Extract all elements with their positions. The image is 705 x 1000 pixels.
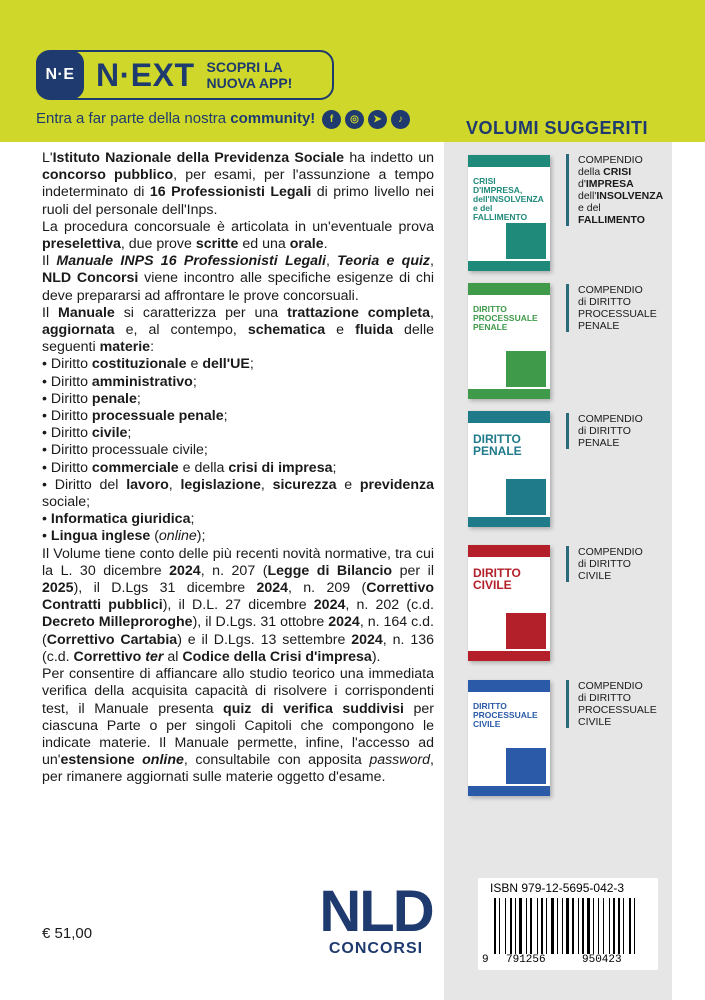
barcode-bar	[603, 898, 604, 954]
barcode-bar	[497, 898, 498, 954]
book-cover-penale[interactable]	[468, 411, 550, 527]
cover-header	[468, 283, 550, 295]
volume-label-penale[interactable]: COMPENDIO di DIRITTO PENALE	[566, 413, 666, 449]
community-text: Entra a far parte della nostra	[36, 110, 231, 127]
paragraph-quiz: Per consentire di affiancare allo studio teorico una immediata verifica della acquisita capacità di risolvere i corrispondenti test, il Manuale presenta quiz di verifica suddivisi per ciascuna Parte o per singoli Capitoli che compongono le indicate materie. Il Manuale permette, infine, l'accesso ad un'estensione online, consultabile con apposita password, per rimanere aggiornati sulle materie oggetto d'esame.	[42, 666, 434, 786]
paragraph-manual: Il Manuale INPS 16 Professionisti Legali, Teoria e quiz, NLD Concorsi viene incontro alle specifiche esigenze di chi deve prepararsi ad affrontare le prove concorsuali.	[42, 253, 434, 304]
volume-label-processuale-penale[interactable]: COMPENDIO di DIRITTO PROCESSUALE PENALE	[566, 284, 666, 332]
barcode-digit-first: 9	[482, 954, 489, 966]
barcode-bar	[625, 898, 628, 954]
cover-title: DIRITTO PROCESSUALE CIVILE	[473, 701, 538, 729]
cover-title: CRISI D'IMPRESA, dell'INSOLVENZA e del FALLIMENTO	[473, 176, 544, 222]
barcode-bar	[585, 898, 586, 954]
barcode-bar	[555, 898, 556, 954]
barcode-digits-right: 950423	[582, 954, 622, 966]
cover-header	[468, 411, 550, 423]
paragraph-exams: La procedura concorsuale è articolata in un'eventuale prova preselettiva, due prove scritte ed una orale.	[42, 218, 434, 253]
barcode-bar	[533, 898, 536, 954]
app-promo-text	[207, 59, 293, 91]
ne-logo: N·E	[36, 51, 84, 99]
book-cover-crisi-impresa[interactable]	[468, 155, 550, 271]
promo-line-2: NUOVA APP!	[206, 75, 293, 91]
barcode-bar	[618, 898, 620, 954]
cover-box	[506, 223, 546, 259]
barcode-bar	[611, 898, 612, 954]
community-invite	[36, 110, 315, 127]
paragraph-updates: Il Volume tiene conto delle più recenti novità normative, tra cui la L. 30 dicembre 2024, n. 207 (Legge di Bilancio per il 2025), il D.Lgs 31 dicembre 2024, n. 209 (Correttivo Contratti pubblici), il D.L. 27 dicembre 2024, n. 202 (c.d. Decreto Milleproroghe), il D.Lgs. 31 ottobre 2024, n. 164 c.d. (Correttivo Cartabia) e il D.Lgs. 13 settembre 2024, n. 136 (c.d. Correttivo ter al Codice della Crisi d'impresa).	[42, 545, 434, 665]
paragraph-features: Il Manuale si caratterizza per una trattazione completa, aggiornata e, al contempo, schematica e fluida delle seguenti materie:	[42, 304, 434, 356]
barcode-bar	[546, 898, 547, 954]
barcode-bar	[591, 898, 592, 954]
facebook-icon[interactable]: f	[322, 110, 341, 129]
barcode-bar	[634, 898, 635, 954]
cover-band	[468, 261, 550, 271]
price: € 51,00	[42, 925, 93, 942]
book-cover-civile[interactable]	[468, 545, 550, 661]
barcode-bar	[621, 898, 622, 954]
barcode-bar	[593, 898, 594, 954]
tiktok-icon[interactable]: ♪	[391, 110, 410, 129]
social-links	[322, 110, 410, 129]
barcode-bar	[613, 898, 615, 954]
cover-band	[468, 517, 550, 527]
barcode-bar	[582, 898, 584, 954]
barcode-bar	[510, 898, 512, 954]
barcode-bar	[570, 898, 571, 954]
barcode-bar	[600, 898, 602, 954]
volume-label-civile[interactable]: COMPENDIO di DIRITTO CIVILE	[566, 546, 666, 582]
barcode-bar	[572, 898, 574, 954]
barcode-bar	[562, 898, 563, 954]
barcode-bar	[526, 898, 527, 954]
cover-header	[468, 545, 550, 557]
publisher-logo	[318, 879, 434, 958]
barcode-bar	[523, 898, 525, 954]
barcode-bar	[537, 898, 538, 954]
cover-box	[506, 479, 546, 515]
barcode	[478, 878, 658, 970]
barcode-bar	[580, 898, 581, 954]
cover-box	[506, 351, 546, 387]
barcode-bar	[505, 898, 506, 954]
barcode-bar	[598, 898, 599, 954]
cover-header	[468, 155, 550, 167]
barcode-bar	[629, 898, 631, 954]
barcode-bar	[499, 898, 500, 954]
list-item: • Lingua inglese (online);	[42, 528, 434, 545]
subjects-list	[42, 356, 434, 545]
cover-title: DIRITTO CIVILE	[473, 566, 521, 592]
barcode-bar	[517, 898, 518, 954]
telegram-icon[interactable]: ➤	[368, 110, 387, 129]
barcode-bar	[544, 898, 545, 954]
barcode-bar	[559, 898, 561, 954]
book-cover-processuale-civile[interactable]	[468, 680, 550, 796]
barcode-bar	[605, 898, 608, 954]
barcode-bar	[609, 898, 610, 954]
barcode-bar	[595, 898, 597, 954]
list-item: • Diritto penale;	[42, 391, 434, 408]
promo-line-1: SCOPRI LA	[206, 59, 283, 75]
barcode-bar	[507, 898, 509, 954]
publisher-logo-small: CONCORSI	[328, 940, 424, 957]
next-wordmark: N·EXT	[96, 56, 195, 93]
cover-box	[506, 748, 546, 784]
barcode-bar	[519, 898, 522, 954]
barcode-bar	[515, 898, 516, 954]
cover-band	[468, 786, 550, 796]
isbn-text: ISBN 979-12-5695-042-3	[490, 881, 625, 895]
cover-title: DIRITTO PENALE	[473, 432, 522, 458]
list-item: • Diritto processuale civile;	[42, 442, 434, 459]
barcode-bar	[632, 898, 633, 954]
volume-label-crisi[interactable]: COMPENDIO della CRISI d'IMPRESA dell'INSOLVENZA e del FALLIMENTO	[566, 154, 666, 226]
cover-band	[468, 389, 550, 399]
barcode-bar	[513, 898, 514, 954]
barcode-bar	[551, 898, 554, 954]
publisher-logo-big: NLD	[319, 879, 433, 944]
community-bold: community!	[230, 110, 316, 127]
barcode-bar	[501, 898, 504, 954]
list-item: • Diritto amministrativo;	[42, 374, 434, 391]
paragraph-intro: L'Istituto Nazionale della Previdenza Sociale ha indetto un concorso pubblico, per esami, per l'assunzione a tempo indeterminato di 16 Professionisti Legali di primo livello nei ruoli del personale dell'Inps.	[42, 150, 435, 218]
list-item: • Diritto commerciale e della crisi di impresa;	[42, 460, 434, 477]
barcode-bar	[616, 898, 617, 954]
cover-box	[506, 613, 546, 649]
barcode-bars	[494, 898, 650, 954]
barcode-bar	[566, 898, 569, 954]
book-cover-processuale-penale[interactable]	[468, 283, 550, 399]
barcode-bar	[564, 898, 565, 954]
list-item: • Diritto costituzionale e dell'UE;	[42, 356, 434, 373]
barcode-bar	[548, 898, 550, 954]
list-item: • Informatica giuridica;	[42, 511, 434, 528]
volume-label-processuale-civile[interactable]: COMPENDIO di DIRITTO PROCESSUALE CIVILE	[566, 680, 666, 728]
barcode-bar	[623, 898, 624, 954]
barcode-bar	[557, 898, 558, 954]
cover-band	[468, 651, 550, 661]
barcode-digits-left: 791256	[506, 954, 546, 966]
barcode-bar	[578, 898, 579, 954]
list-item: • Diritto del lavoro, legislazione, sicurezza e previdenza sociale;	[42, 477, 434, 511]
list-item: • Diritto processuale penale;	[42, 408, 434, 425]
cover-title: DIRITTO PROCESSUALE PENALE	[473, 304, 538, 332]
instagram-icon[interactable]: ◎	[345, 110, 364, 129]
barcode-bar	[636, 898, 638, 954]
barcode-bar	[575, 898, 577, 954]
cover-header	[468, 680, 550, 692]
barcode-bar	[541, 898, 543, 954]
barcode-bar	[528, 898, 529, 954]
suggested-volumes-title: VOLUMI SUGGERITI	[466, 118, 649, 138]
barcode-bar	[539, 898, 540, 954]
list-item: • Diritto civile;	[42, 425, 434, 442]
barcode-bar	[587, 898, 590, 954]
next-app-banner[interactable]	[36, 50, 334, 100]
barcode-bar	[530, 898, 532, 954]
description-text	[42, 150, 434, 787]
barcode-bar	[494, 898, 496, 954]
